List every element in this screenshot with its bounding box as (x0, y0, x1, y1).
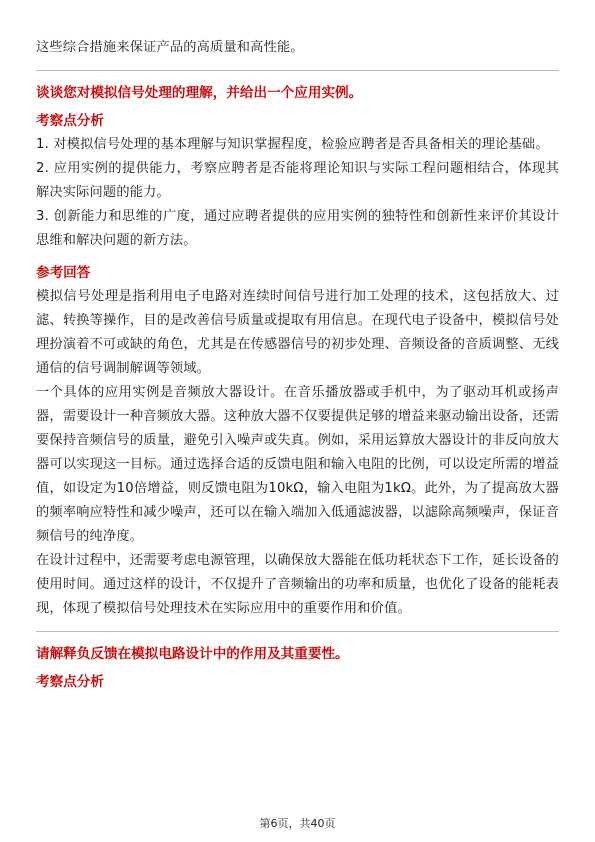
analysis-item: 1. 对模拟信号处理的基本理解与知识掌握程度，检验应聘者是否具备相关的理论基础。 (36, 137, 549, 152)
answer-paragraph: 在设计过程中，还需要考虑电源管理，以确保放大器能在低功耗状态下工作，延长设备的使用时间。通过这样的设计，不仅提升了音频输出的功率和质量，也优化了设备的能耗表现，体现了模拟信号处理技术在实际应用中的重要作用和价值。 (36, 553, 559, 616)
answer-paragraph: 模拟信号处理是指利用电子电路对连续时间信号进行加工处理的技术，这包括放大、过滤、转换等操作，目的是改善信号质量或提取有用信息。在现代电子设备中，模拟信号处理扮演着不可或缺的角色，尤其是在传感器信号的初步处理、音频设备的音质调整、无线通信的信号调制解调等领域。 (36, 289, 559, 376)
question-title-2: 请解释负反馈在模拟电路设计中的作用及其重要性。 (36, 646, 349, 662)
page-number: 第6页，共40页 (259, 817, 336, 830)
question-title-1: 谈谈您对模拟信号处理的理解，并给出一个应用实例。 (36, 85, 363, 101)
page-content (36, 36, 559, 694)
answer-heading-1: 参考回答 (36, 265, 91, 281)
answer-paragraph: 一个具体的应用实例是音频放大器设计。在音乐播放器或手机中，为了驱动耳机或扬声器，需要设计一种音频放大器。这种放大器不仅要提供足够的增益来驱动输出设备，还需要保持音频信号的质量，避免引入噪声或失真。例如，采用运算放大器设计的非反向放大器可以实现这一目标。通过选择合适的反馈电阻和输入电阻的比例，可以设定所需的增益值，如设定为10倍增益，则反馈电阻为10kΩ，输入电阻为1kΩ。此外，为了提高放大器的频率响应特性和减少噪声，还可以在输入端加入低通滤波器，以滤除高频噪声，保证音频信号的纯净度。 (36, 385, 559, 544)
section-divider (36, 70, 559, 71)
analysis-heading-1: 考察点分析 (36, 113, 104, 129)
analysis-heading-2: 考察点分析 (36, 674, 104, 690)
analysis-item: 3. 创新能力和思维的广度，通过应聘者提供的应用实例的独特性和创新性来评价其设计思维和解决问题的新方法。 (36, 209, 559, 248)
intro-line: 这些综合措施来保证产品的高质量和高性能。 (36, 40, 304, 55)
section-divider (36, 631, 559, 632)
analysis-item: 2. 应用实例的提供能力，考察应聘者是否能将理论知识与实际工程问题相结合，体现其解决实际问题的能力。 (36, 161, 559, 200)
